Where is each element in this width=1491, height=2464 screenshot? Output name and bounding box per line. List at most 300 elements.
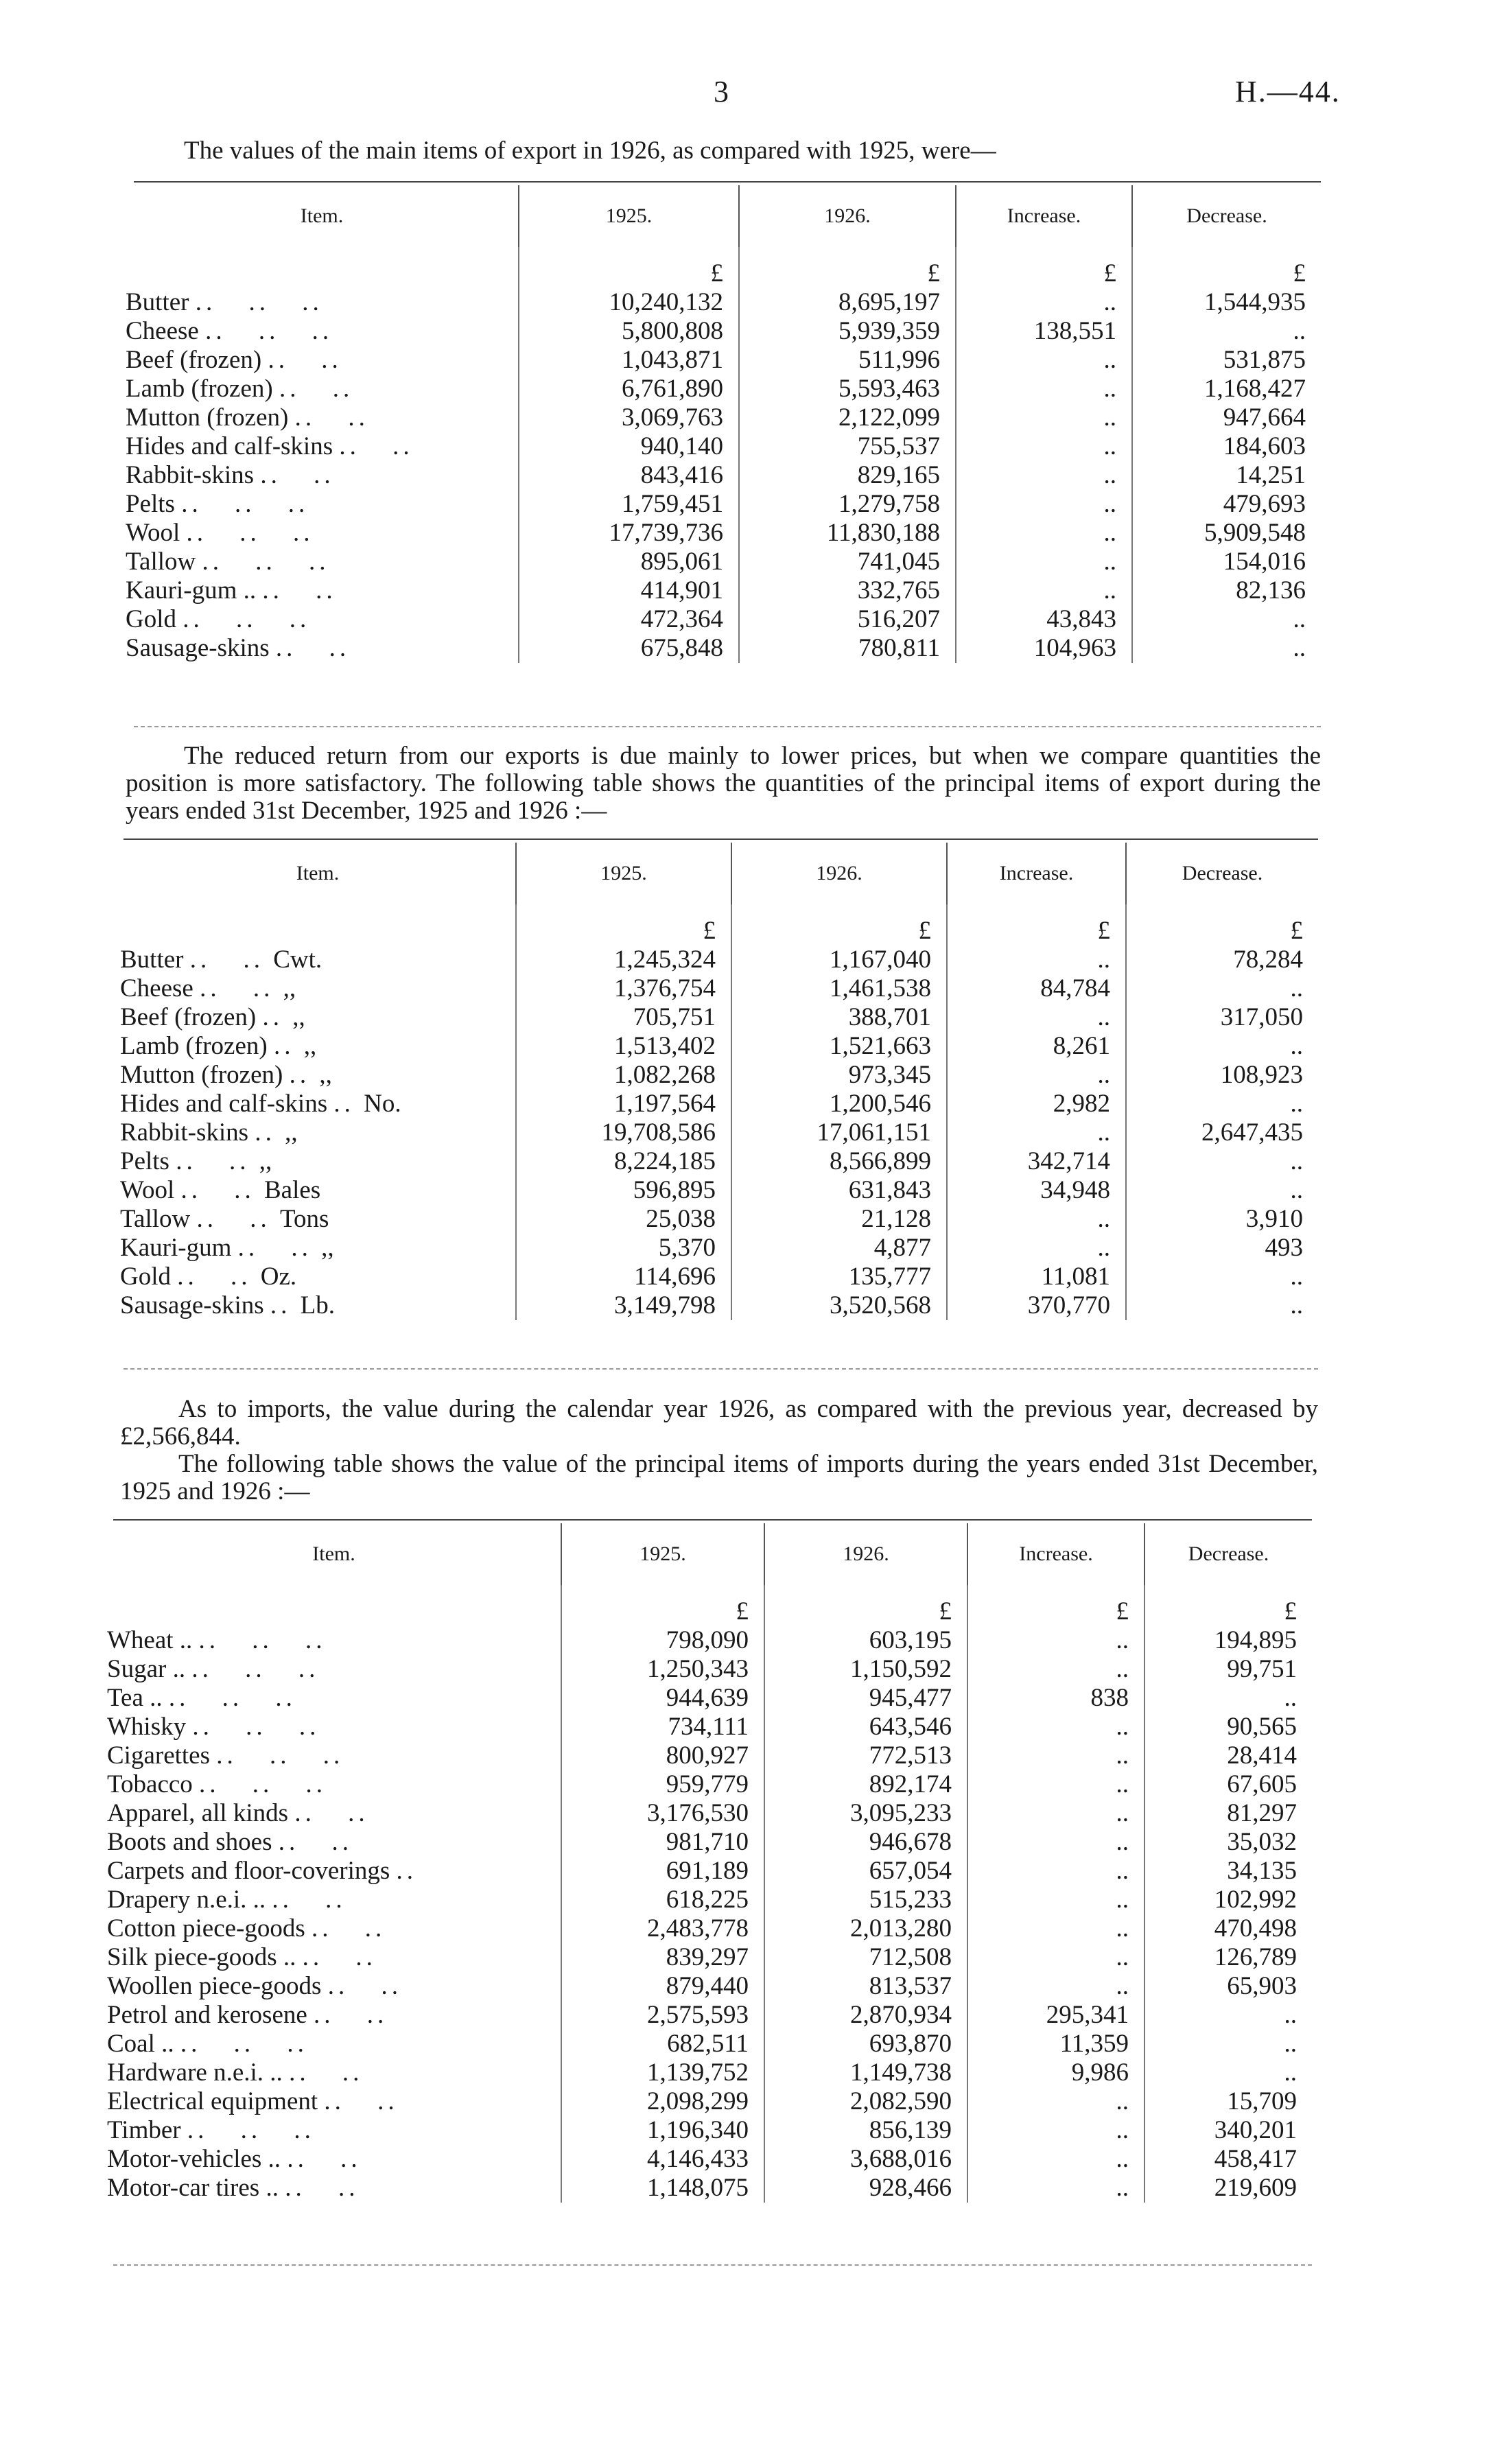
value-decrease: 340,201 [1144,2116,1312,2145]
column-header-decrease: Decrease. [1132,185,1321,247]
value-decrease: .. [1144,2058,1312,2087]
dot-leader: .. .. [278,1828,353,1856]
value-v1925: 798,090 [561,1626,764,1655]
header-row [107,1523,1312,1585]
item-label: Cheese [120,974,193,1002]
table-top-rule [124,838,1318,840]
value-v1926: 2,082,590 [764,2087,967,2116]
currency-row [126,247,1321,288]
currency-symbol: £ [561,1585,764,1626]
value-decrease: 15,709 [1144,2087,1312,2116]
dot-leader: .. [396,1857,418,1885]
item-cell [126,576,519,605]
dot-leader: .. .. [189,946,264,974]
item-cell [126,346,519,375]
value-increase: .. [967,2116,1144,2145]
item-label: Butter [120,946,184,974]
currency-symbol: £ [516,904,731,946]
value-v1926: 511,996 [739,346,956,375]
value-increase: 370,770 [947,1291,1126,1320]
column-header-decrease: Decrease. [1126,843,1318,904]
value-v1925: 19,708,586 [516,1118,731,1147]
item-label: Cotton piece-goods [107,1914,305,1943]
header-row [120,843,1318,904]
dot-leader: .. .. .. [205,317,333,345]
value-increase: .. [956,490,1132,519]
value-decrease: .. [1126,1263,1318,1291]
value-v1925: 3,176,530 [561,1799,764,1828]
value-decrease: 1,544,935 [1132,288,1321,317]
value-increase: .. [956,461,1132,490]
item-cell [126,432,519,461]
item-cell [107,1886,561,1914]
value-v1926: 856,139 [764,2116,967,2145]
value-increase: 11,359 [967,2030,1144,2058]
currency-row [120,904,1318,946]
table-row [120,1003,1318,1032]
item-cell [120,1003,516,1032]
value-v1925: 2,575,593 [561,2001,764,2030]
dot-leader: .. .. [180,1176,255,1204]
item-label: Rabbit-skins [120,1118,249,1147]
dot-leader: .. .. .. [198,1626,327,1654]
dot-leader: .. .. [196,1205,271,1233]
item-cell [126,634,519,663]
item-cell [107,1943,561,1972]
item-label: Coal .. [107,2030,174,2058]
value-increase: .. [967,1828,1144,1857]
value-v1926: 1,461,538 [731,974,947,1003]
value-decrease: 493 [1126,1234,1318,1263]
table-row [107,1914,1312,1943]
dot-leader: .. [262,1003,283,1031]
table-row [120,1205,1318,1234]
item-label: Wheat .. [107,1626,193,1654]
value-increase: .. [967,2174,1144,2203]
dot-leader: .. .. .. [186,519,314,547]
value-increase: 295,341 [967,2001,1144,2030]
header-row [126,185,1321,247]
item-label: Tobacco [107,1770,193,1798]
value-decrease: .. [1144,1684,1312,1713]
item-label: Motor-car tires .. [107,2174,279,2202]
item-cell [120,1147,516,1176]
value-v1925: 839,297 [561,1943,764,1972]
value-decrease: 28,414 [1144,1741,1312,1770]
table-row [107,1684,1312,1713]
value-decrease: 126,789 [1144,1943,1312,1972]
item-label: Hides and calf-skins [120,1090,328,1118]
value-decrease: .. [1132,634,1321,663]
paragraph-imports-table-intro: The following table shows the value of the principal items of imports during the years ended 31st December, 1925 and 1926 :— [120,1450,1318,1505]
currency-symbol: £ [1132,247,1321,288]
value-v1926: 603,195 [764,1626,967,1655]
item-label: Electrical equipment [107,2087,318,2115]
value-increase: .. [967,1886,1144,1914]
table-row [126,576,1321,605]
item-cell [107,1828,561,1857]
dot-leader: .. [333,1090,355,1118]
table-bottom-rule [134,726,1321,727]
item-cell [107,1972,561,2001]
value-decrease: 5,909,548 [1132,519,1321,548]
value-v1926: 1,200,546 [731,1090,947,1118]
table-row [120,974,1318,1003]
dot-leader: .. .. .. [195,288,323,316]
value-v1925: 959,779 [561,1770,764,1799]
table-bottom-rule [124,1368,1318,1370]
currency-symbol: £ [519,247,739,288]
value-v1926: 2,122,099 [739,403,956,432]
value-v1926: 946,678 [764,1828,967,1857]
value-v1925: 734,111 [561,1713,764,1741]
dot-leader: .. .. .. [187,2116,315,2144]
table-row [120,1176,1318,1205]
value-v1925: 940,140 [519,432,739,461]
item-label: Gold [126,605,176,633]
value-increase: .. [956,375,1132,403]
value-v1925: 25,038 [516,1205,731,1234]
item-cell [107,2174,561,2203]
column-header-increase: Increase. [947,843,1126,904]
item-label: Drapery n.e.i. .. [107,1886,266,1914]
table-row [126,605,1321,634]
value-decrease: .. [1126,974,1318,1003]
dot-leader: .. .. .. [180,2030,308,2058]
item-label: Sausage-skins [120,1291,264,1319]
column-header-1926: 1926. [764,1523,967,1585]
value-v1926: 945,477 [764,1684,967,1713]
item-cell [120,974,516,1003]
value-decrease: 78,284 [1126,946,1318,974]
value-v1926: 388,701 [731,1003,947,1032]
table-row [107,2174,1312,2203]
table-row [107,1857,1312,1886]
item-label: Rabbit-skins [126,461,255,489]
value-decrease: 81,297 [1144,1799,1312,1828]
value-v1925: 5,800,808 [519,317,739,346]
dot-leader: .. .. .. [192,1713,320,1741]
table-row [107,1770,1312,1799]
item-cell [120,1234,516,1263]
value-v1925: 1,376,754 [516,974,731,1003]
value-v1925: 1,082,268 [516,1061,731,1090]
value-v1925: 3,149,798 [516,1291,731,1320]
dot-leader: .. [255,1118,276,1147]
unit-label: Bales [264,1176,321,1204]
table-row [107,1943,1312,1972]
table-row [120,1291,1318,1320]
value-v1925: 1,759,451 [519,490,739,519]
item-label: Butter [126,288,189,316]
item-cell [126,403,519,432]
dot-leader: .. .. .. [191,1655,320,1683]
item-label: Apparel, all kinds [107,1799,289,1827]
item-cell [107,1770,561,1799]
value-decrease: 2,647,435 [1126,1118,1318,1147]
dot-leader: .. .. .. [181,490,309,518]
value-v1926: 8,695,197 [739,288,956,317]
item-cell [120,1263,516,1291]
currency-symbol: £ [1126,904,1318,946]
dot-leader: .. .. .. [168,1684,296,1712]
value-v1926: 928,466 [764,2174,967,2203]
spacer-cell [120,904,516,946]
value-v1925: 981,710 [561,1828,764,1857]
value-v1925: 8,224,185 [516,1147,731,1176]
dot-leader: .. .. [275,634,351,662]
value-increase: 838 [967,1684,1144,1713]
table-row [107,1655,1312,1684]
table-bottom-rule [113,2264,1312,2266]
value-decrease: 947,664 [1132,403,1321,432]
column-header-1925: 1925. [516,843,731,904]
value-v1925: 843,416 [519,461,739,490]
dot-leader: .. .. [200,974,274,1002]
item-cell [107,1655,561,1684]
table-row [126,432,1321,461]
dot-leader: .. .. [289,2058,364,2087]
item-label: Motor-vehicles .. [107,2145,281,2173]
item-cell [120,1090,516,1118]
value-decrease: 458,417 [1144,2145,1312,2174]
value-v1926: 21,128 [731,1205,947,1234]
value-decrease: 82,136 [1132,576,1321,605]
value-increase: .. [947,1234,1126,1263]
value-decrease: 3,910 [1126,1205,1318,1234]
item-cell [120,1118,516,1147]
table-row [107,1741,1312,1770]
item-label: Hides and calf-skins [126,432,333,460]
item-label: Silk piece-goods .. [107,1943,296,1971]
value-increase: .. [967,1943,1144,1972]
item-label: Timber [107,2116,181,2144]
item-cell [107,1741,561,1770]
column-header-increase: Increase. [967,1523,1144,1585]
value-decrease: 65,903 [1144,1972,1312,2001]
value-v1925: 2,098,299 [561,2087,764,2116]
value-increase: .. [947,1205,1126,1234]
currency-symbol: £ [956,247,1132,288]
table-row [120,1263,1318,1291]
item-label: Mutton (frozen) [120,1061,283,1089]
value-increase: 9,986 [967,2058,1144,2087]
value-v1926: 516,207 [739,605,956,634]
dot-leader: .. .. [279,375,354,403]
table-row [107,2001,1312,2030]
unit-label: Tons [279,1205,329,1233]
table-row [120,1118,1318,1147]
currency-symbol: £ [764,1585,967,1626]
value-decrease: 34,135 [1144,1857,1312,1886]
document-reference: H.—44. [1235,75,1341,108]
value-v1925: 1,197,564 [516,1090,731,1118]
table-row [107,1626,1312,1655]
item-label: Gold [120,1263,171,1291]
dot-leader: .. .. .. [183,605,311,633]
intro-text: The values of the main items of export in 1926, as compared with 1925, were— [184,137,996,165]
currency-symbol: £ [1144,1585,1312,1626]
value-increase: .. [967,1741,1144,1770]
value-increase: 138,551 [956,317,1132,346]
value-decrease: 90,565 [1144,1713,1312,1741]
value-increase: 43,843 [956,605,1132,634]
value-v1926: 2,013,280 [764,1914,967,1943]
unit-label: Lb. [300,1291,336,1319]
value-v1926: 515,233 [764,1886,967,1914]
value-v1926: 693,870 [764,2030,967,2058]
value-decrease: .. [1132,317,1321,346]
item-cell [120,1032,516,1061]
table-row [126,634,1321,663]
value-decrease: 317,050 [1126,1003,1318,1032]
table-row [126,288,1321,317]
value-increase: 34,948 [947,1176,1126,1205]
table-row [107,1886,1312,1914]
value-decrease: 108,923 [1126,1061,1318,1090]
item-cell [126,519,519,548]
value-increase: 2,982 [947,1090,1126,1118]
value-increase: .. [967,1972,1144,2001]
paragraph-quantities: The reduced return from our exports is due mainly to lower prices, but when we compare quantities the position is more satisfactory. The following table shows the quantities of the principal items of export during the years ended 31st December, 1925 and 1926 :— [126,742,1321,825]
value-v1925: 1,196,340 [561,2116,764,2145]
value-increase: .. [967,1626,1144,1655]
value-v1926: 332,765 [739,576,956,605]
value-v1926: 741,045 [739,548,956,576]
currency-symbol: £ [947,904,1126,946]
value-increase: .. [956,519,1132,548]
item-cell [107,1914,561,1943]
unit-label: ,, [285,1118,298,1147]
table-row [107,1972,1312,2001]
value-v1925: 618,225 [561,1886,764,1914]
value-increase: .. [956,346,1132,375]
value-decrease: .. [1126,1147,1318,1176]
item-label: Tallow [126,548,196,576]
item-cell [107,2116,561,2145]
value-decrease: 102,992 [1144,1886,1312,1914]
table-row [120,1090,1318,1118]
column-header-1925: 1925. [561,1523,764,1585]
dot-leader: .. .. .. [199,1770,327,1798]
value-decrease: 14,251 [1132,461,1321,490]
item-label: Cigarettes [107,1741,211,1770]
item-label: Beef (frozen) [120,1003,257,1031]
dot-leader: .. .. [262,576,337,605]
spacer-cell [107,1585,561,1626]
value-decrease: 1,168,427 [1132,375,1321,403]
value-v1926: 1,279,758 [739,490,956,519]
table-row [107,2058,1312,2087]
value-decrease: .. [1144,2001,1312,2030]
value-v1926: 135,777 [731,1263,947,1291]
value-v1926: 3,688,016 [764,2145,967,2174]
value-decrease: .. [1132,605,1321,634]
value-decrease: 531,875 [1132,346,1321,375]
unit-label: ,, [319,1061,332,1089]
value-increase: .. [967,1713,1144,1741]
value-v1925: 895,061 [519,548,739,576]
item-label: Tea .. [107,1684,163,1712]
value-v1926: 8,566,899 [731,1147,947,1176]
dot-leader: .. [289,1061,311,1089]
value-decrease: 194,895 [1144,1626,1312,1655]
value-increase: 342,714 [947,1147,1126,1176]
item-cell [120,1205,516,1234]
item-label: Sugar .. [107,1655,186,1683]
value-v1926: 5,593,463 [739,375,956,403]
value-v1925: 800,927 [561,1741,764,1770]
dot-leader: .. .. [339,432,414,460]
value-v1925: 691,189 [561,1857,764,1886]
import-values-table [107,1523,1312,2203]
value-increase: .. [947,1118,1126,1147]
value-increase: .. [967,2087,1144,2116]
value-decrease: 479,693 [1132,490,1321,519]
export-quantities-table [120,843,1318,1320]
table-row [126,461,1321,490]
dot-leader: .. .. [177,1263,252,1291]
value-v1925: 414,901 [519,576,739,605]
value-v1926: 1,150,592 [764,1655,967,1684]
column-header-increase: Increase. [956,185,1132,247]
unit-label: ,, [303,1032,317,1060]
unit-label: ,, [321,1234,334,1262]
item-label: Kauri-gum .. [126,576,257,605]
value-increase: .. [967,1799,1144,1828]
item-cell [107,1799,561,1828]
item-cell [126,548,519,576]
dot-leader: .. .. [176,1147,250,1175]
value-decrease: .. [1144,2030,1312,2058]
value-v1925: 705,751 [516,1003,731,1032]
column-header-1926: 1926. [739,185,956,247]
value-v1925: 944,639 [561,1684,764,1713]
value-v1926: 813,537 [764,1972,967,2001]
value-v1926: 712,508 [764,1943,967,1972]
table-row [126,548,1321,576]
table-top-rule [113,1519,1312,1521]
dot-leader: .. .. [285,2174,360,2202]
table-row [126,317,1321,346]
value-v1926: 5,939,359 [739,317,956,346]
currency-symbol: £ [967,1585,1144,1626]
table-row [107,1799,1312,1828]
dot-leader: .. .. [294,1799,369,1827]
item-cell [126,461,519,490]
value-v1926: 755,537 [739,432,956,461]
table-top-rule [134,181,1321,183]
value-v1926: 3,095,233 [764,1799,967,1828]
dot-leader: .. .. [314,2001,388,2029]
value-decrease: 99,751 [1144,1655,1312,1684]
item-cell [120,946,516,974]
value-v1925: 5,370 [516,1234,731,1263]
item-cell [120,1176,516,1205]
value-decrease: 470,498 [1144,1914,1312,1943]
item-label: Wool [126,519,180,547]
item-cell [107,2058,561,2087]
item-label: Sausage-skins [126,634,270,662]
item-cell [126,490,519,519]
value-v1925: 1,148,075 [561,2174,764,2203]
currency-symbol: £ [731,904,947,946]
table-row [126,519,1321,548]
value-increase: 8,261 [947,1032,1126,1061]
item-label: Pelts [126,490,175,518]
item-cell [107,1857,561,1886]
value-v1925: 2,483,778 [561,1914,764,1943]
